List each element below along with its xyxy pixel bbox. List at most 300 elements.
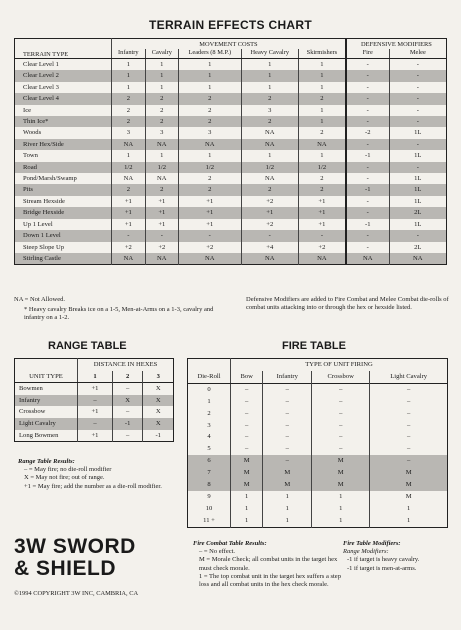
terrain-cell: 2 [178, 173, 241, 184]
terrain-cell: - [346, 93, 389, 104]
terrain-cell: NA [112, 139, 146, 150]
range-row [15, 383, 174, 395]
terrain-cell: - [389, 82, 446, 93]
terrain-cell: 1 [241, 150, 298, 161]
range-cell: – [78, 395, 113, 407]
terrain-cell: 1 [178, 150, 241, 161]
fire-cell: M [231, 467, 263, 479]
terrain-cell: - [346, 173, 389, 184]
fire-cell: – [312, 408, 370, 420]
range-cell: X [143, 395, 174, 407]
terrain-cell: 2 [145, 184, 178, 195]
die-roll-value: 9 [207, 492, 211, 500]
logo-line-1: 3W SWORD [14, 535, 136, 558]
fire-row [188, 383, 448, 395]
terrain-cell: +2 [112, 242, 146, 253]
terrain-cell: - [346, 196, 389, 207]
fire-cell: – [231, 443, 263, 455]
terrain-cell: 2L [389, 207, 446, 218]
terrain-cell: 2 [178, 184, 241, 195]
terrain-cell: - [389, 116, 446, 127]
terrain-cell: 2 [298, 93, 345, 104]
range-cell: X [143, 406, 174, 418]
terrain-cell: - [346, 139, 389, 150]
terrain-cell: - [298, 230, 345, 241]
fire-cell: – [370, 443, 448, 455]
terrain-cell: 2 [298, 184, 345, 195]
terrain-cell: 1L [389, 150, 446, 161]
range-cell: – [112, 383, 143, 395]
terrain-cell: 1L [389, 184, 446, 195]
fire-cell: M [231, 455, 263, 467]
terrain-cell: +1 [112, 219, 146, 230]
fire-modifier-line: -1 if target is heavy cavalry. [347, 556, 420, 564]
terrain-row [15, 219, 447, 230]
terrain-cell: NA [145, 173, 178, 184]
terrain-cell: - [389, 162, 446, 173]
terrain-cell: -2 [346, 127, 389, 138]
terrain-cell: 2 [145, 105, 178, 116]
terrain-cell: - [346, 162, 389, 173]
terrain-cell: 2 [112, 105, 146, 116]
note-defensive-modifiers [246, 296, 449, 312]
die-roll-value: 2 [207, 409, 211, 417]
range-unit-name: Crossbow [19, 408, 46, 416]
fire-cell: – [312, 431, 370, 443]
range-result-line: – = May fire; no die-roll modifier [24, 466, 112, 474]
terrain-cell: - [389, 105, 446, 116]
terrain-cell: 2 [298, 127, 345, 138]
terrain-cell: 2 [145, 93, 178, 104]
terrain-cell: 1/2 [241, 162, 298, 173]
terrain-cell: NA [112, 173, 146, 184]
terrain-cell: 1 [241, 70, 298, 81]
terrain-cell: -1 [346, 184, 389, 195]
terrain-cell: +4 [241, 242, 298, 253]
terrain-row [15, 173, 447, 184]
terrain-cell: +1 [298, 196, 345, 207]
fire-col-header: Crossbow [312, 371, 370, 383]
fire-cell: 1 [312, 503, 370, 515]
distance-col-header: 1 [78, 371, 113, 383]
terrain-cell: +2 [241, 196, 298, 207]
terrain-row [15, 70, 447, 81]
terrain-effects-table [14, 38, 447, 265]
fire-cell: 1 [312, 491, 370, 503]
terrain-cell: +1 [178, 219, 241, 230]
terrain-cell: 2 [178, 105, 241, 116]
terrain-cell: +1 [241, 207, 298, 218]
terrain-cell: NA [112, 253, 146, 265]
terrain-name: Clear Level 2 [15, 70, 112, 81]
die-roll-value: 0 [207, 385, 211, 393]
terrain-name: Clear Level 1 [23, 61, 59, 68]
die-roll-header: Die-Roll [188, 359, 231, 384]
terrain-col-header: Cavalry [145, 49, 178, 59]
terrain-cell: -1 [346, 150, 389, 161]
note-defensive-text: Defensive Modifiers are added to Fire Combat and Melee Combat die-rolls of combat units attacking into or through the hex or hexside listed. [246, 296, 449, 311]
fire-row [188, 467, 448, 479]
fire-result-line: 1 = The top combat unit in the target hex suffers a step loss and all combat units in the hex check morale. [199, 572, 341, 589]
die-roll-value: 5 [207, 445, 211, 453]
fire-row [188, 455, 448, 467]
fire-cell: – [312, 383, 370, 395]
terrain-cell: 1 [112, 70, 146, 81]
fire-row [188, 443, 448, 455]
terrain-cell: 2L [389, 242, 446, 253]
terrain-cell: 1 [241, 59, 298, 71]
fire-cell: – [263, 420, 312, 432]
terrain-cell: - [389, 70, 446, 81]
fire-cell: M [370, 467, 448, 479]
terrain-cell: +1 [145, 219, 178, 230]
terrain-name: Up 1 Level [23, 220, 53, 228]
defensive-modifiers-header: DEFENSIVE MODIFIERS [346, 39, 447, 49]
range-cell: -1 [112, 418, 143, 430]
terrain-name: Down 1 Level [15, 230, 112, 241]
terrain-cell: - [389, 139, 446, 150]
range-cell: – [112, 430, 143, 442]
terrain-row [15, 150, 447, 161]
terrain-name: Stream Hexside [23, 197, 65, 205]
terrain-cell: +1 [145, 207, 178, 218]
unit-type-header: UNIT TYPE [15, 359, 78, 383]
fire-cell: – [370, 396, 448, 408]
terrain-cell: 2 [298, 173, 345, 184]
terrain-name: Clear Level 3 [23, 83, 59, 91]
fire-cell: – [263, 443, 312, 455]
fire-row [188, 408, 448, 420]
terrain-cell: -1 [346, 219, 389, 230]
terrain-type-header: TERRAIN TYPE [15, 39, 112, 59]
terrain-cell: - [346, 207, 389, 218]
terrain-cell: 1 [178, 82, 241, 93]
distance-col-header: 2 [112, 371, 143, 383]
terrain-col-header: Skirmishers [298, 49, 345, 59]
fire-cell: – [231, 408, 263, 420]
fire-cell: – [263, 431, 312, 443]
copyright: ©1994 COPYRIGHT 3W INC, CAMBRIA, CA [14, 590, 139, 597]
fire-col-header: Infantry [263, 371, 312, 383]
terrain-name: Town [23, 152, 38, 160]
fire-cell: – [263, 408, 312, 420]
terrain-cell: 3 [178, 127, 241, 138]
terrain-cell: NA [298, 253, 345, 265]
terrain-cell: 1 [112, 150, 146, 161]
terrain-name: Thin Ice* [15, 116, 112, 127]
terrain-name: Pond/Marsh/Swamp [23, 175, 77, 183]
terrain-cell: - [389, 59, 446, 71]
terrain-row [15, 127, 447, 138]
terrain-cell: +1 [112, 196, 146, 207]
range-cell: +1 [78, 430, 113, 442]
terrain-cell: 1 [241, 82, 298, 93]
fire-col-header: Light Cavalry [370, 371, 448, 383]
terrain-cell: NA [241, 139, 298, 150]
fire-cell: M [312, 467, 370, 479]
terrain-cell: 1/2 [112, 162, 146, 173]
range-cell: X [143, 418, 174, 430]
range-results-title: Range Table Results: [18, 458, 75, 465]
terrain-cell: 1 [112, 59, 146, 71]
terrain-cell: 2 [178, 116, 241, 127]
fire-row [188, 515, 448, 527]
fire-cell: M [370, 479, 448, 491]
terrain-cell: 2 [241, 116, 298, 127]
terrain-cell: +1 [145, 196, 178, 207]
die-roll-value: 6 [188, 455, 231, 467]
terrain-cell: 1 [298, 82, 345, 93]
range-cell: – [112, 406, 143, 418]
fire-cell: M [312, 455, 370, 467]
fire-cell: 1 [231, 491, 263, 503]
fire-cell: – [231, 383, 263, 395]
terrain-cell: 3 [112, 127, 146, 138]
range-table-title: RANGE TABLE [48, 340, 127, 352]
note-thin-ice: * Heavy cavalry Breaks ice on a 1-5, Men-at-Arms on a 1-3, cavalry and infantry on a 1-2. [24, 306, 214, 321]
terrain-cell: - [389, 230, 446, 241]
terrain-col-header: Fire [346, 49, 389, 59]
fire-cell: – [263, 383, 312, 395]
fire-cell: – [370, 408, 448, 420]
terrain-cell: 1/2 [145, 162, 178, 173]
fire-results [193, 540, 343, 589]
fire-row [188, 420, 448, 432]
fire-cell: – [370, 383, 448, 395]
range-unit-name: Long Bowmen [19, 431, 59, 439]
range-row [15, 418, 174, 430]
fire-modifier-line: -1 if target is men-at-arms. [347, 564, 417, 572]
fire-result-line: M = Morale Check; all combat units in the target hex must check morale. [199, 556, 338, 572]
terrain-name: Bridge Hexside [15, 207, 112, 218]
terrain-row [15, 196, 447, 207]
terrain-cell: +2 [145, 242, 178, 253]
fire-cell: – [312, 420, 370, 432]
terrain-col-header: Heavy Cavalry [241, 49, 298, 59]
terrain-cell: 2 [145, 116, 178, 127]
terrain-col-header: Infantry [112, 49, 146, 59]
terrain-cell: 2 [178, 93, 241, 104]
terrain-cell: 2 [112, 116, 146, 127]
terrain-cell: 1 [145, 70, 178, 81]
fire-cell: – [263, 396, 312, 408]
terrain-row [15, 116, 447, 127]
terrain-cell: 1 [178, 59, 241, 71]
terrain-cell: +1 [112, 207, 146, 218]
distance-col-header: 3 [143, 371, 174, 383]
terrain-row [15, 207, 447, 218]
terrain-row [15, 93, 447, 104]
terrain-cell: 1 [298, 116, 345, 127]
terrain-cell: 1L [389, 219, 446, 230]
terrain-row [15, 184, 447, 195]
range-cell: – [78, 418, 113, 430]
range-cell: X [112, 395, 143, 407]
fire-cell: – [231, 420, 263, 432]
terrain-row [15, 230, 447, 241]
terrain-cell: NA [241, 173, 298, 184]
range-cell: +1 [78, 406, 113, 418]
terrain-row [15, 105, 447, 116]
range-cell: X [143, 383, 174, 395]
terrain-cell: - [346, 230, 389, 241]
terrain-cell: - [112, 230, 146, 241]
terrain-cell: NA [178, 253, 241, 265]
terrain-cell: 1/2 [178, 162, 241, 173]
terrain-col-header: Leaders (8 M.P.) [178, 49, 241, 59]
terrain-cell: 1 [298, 59, 345, 71]
range-unit-name: Infantry [15, 395, 78, 407]
terrain-cell: +1 [298, 207, 345, 218]
note-not-allowed: NA = Not Allowed. [14, 296, 65, 303]
range-unit-name: Light Cavalry [15, 418, 78, 430]
fire-cell: – [231, 396, 263, 408]
terrain-cell: 1L [389, 127, 446, 138]
terrain-cell: +1 [178, 207, 241, 218]
fire-cell: – [370, 455, 448, 467]
fire-table [187, 358, 448, 528]
distance-header: DISTANCE IN HEXES [78, 359, 174, 371]
terrain-cell: NA [298, 139, 345, 150]
range-modifiers-label: Range Modifiers: [343, 548, 389, 556]
fire-modifiers [343, 540, 449, 573]
fire-cell: 1 [231, 515, 263, 527]
terrain-cell: 1 [298, 70, 345, 81]
terrain-row [15, 242, 447, 253]
fire-row [188, 396, 448, 408]
terrain-cell: - [241, 230, 298, 241]
terrain-chart-title: TERRAIN EFFECTS CHART [149, 18, 312, 32]
sword-and-shield-logo [14, 536, 136, 580]
fire-cell: M [263, 467, 312, 479]
fire-cell: 1 [263, 515, 312, 527]
fire-cell: 1 [263, 491, 312, 503]
range-result-line: +1 = May fire; add the number as a die-roll modifier. [24, 482, 162, 490]
fire-cell: 1 [231, 503, 263, 515]
die-roll-value: 1 [207, 397, 211, 405]
terrain-cell: +1 [298, 219, 345, 230]
terrain-col-header: Melee [389, 49, 446, 59]
die-roll-value: 10 [205, 504, 213, 512]
range-row [15, 406, 174, 418]
terrain-cell: +2 [178, 242, 241, 253]
range-results [18, 458, 176, 491]
terrain-cell: 1L [389, 173, 446, 184]
die-roll-value: 3 [207, 421, 211, 429]
terrain-cell: - [389, 93, 446, 104]
fire-cell: M [231, 479, 263, 491]
terrain-cell: 1 [145, 150, 178, 161]
terrain-cell: 1/2 [298, 162, 345, 173]
fire-modifiers-title: Fire Table Modifiers: [343, 540, 401, 547]
die-roll-value: 7 [188, 467, 231, 479]
terrain-cell: - [346, 59, 389, 71]
range-unit-name: Bowmen [19, 385, 43, 393]
die-roll-value: 11 + [203, 516, 215, 524]
terrain-cell: +1 [178, 196, 241, 207]
fire-cell: M [312, 479, 370, 491]
fire-cell: – [370, 431, 448, 443]
fire-row [188, 431, 448, 443]
range-cell: -1 [143, 430, 174, 442]
terrain-cell: 1 [145, 82, 178, 93]
terrain-row [15, 139, 447, 150]
terrain-cell: 3 [241, 105, 298, 116]
fire-col-header: Bow [231, 371, 263, 383]
range-cell: +1 [78, 383, 113, 395]
terrain-cell: 2 [112, 184, 146, 195]
terrain-name: Clear Level 4 [15, 93, 112, 104]
terrain-name: River Hex/Side [15, 139, 112, 150]
fire-cell: 1 [263, 503, 312, 515]
fire-row [188, 491, 448, 503]
terrain-cell: NA [389, 253, 446, 265]
unit-firing-header: TYPE OF UNIT FIRING [231, 359, 448, 371]
terrain-name: Ice [23, 106, 32, 114]
die-roll-value: 4 [207, 433, 211, 441]
terrain-cell: - [346, 242, 389, 253]
terrain-cell: NA [241, 127, 298, 138]
fire-row [188, 503, 448, 515]
terrain-cell: - [346, 82, 389, 93]
fire-cell: – [312, 443, 370, 455]
range-table [14, 358, 174, 442]
movement-costs-header: MOVEMENT COSTS [112, 39, 346, 49]
range-result-line: X = May not fire; out of range. [24, 474, 105, 482]
fire-table-title: FIRE TABLE [282, 340, 346, 352]
terrain-cell: 1 [145, 59, 178, 71]
terrain-cell: 1 [178, 70, 241, 81]
terrain-cell: 2 [241, 184, 298, 195]
terrain-cell: 3 [145, 127, 178, 138]
terrain-cell: 2 [112, 93, 146, 104]
range-row [15, 430, 174, 442]
terrain-cell: +2 [241, 219, 298, 230]
terrain-cell: - [346, 70, 389, 81]
fire-cell: – [231, 431, 263, 443]
terrain-cell: 2 [241, 93, 298, 104]
terrain-cell: NA [346, 253, 389, 265]
terrain-cell: - [178, 230, 241, 241]
terrain-name: Steep Slope Up [23, 243, 65, 251]
terrain-cell: - [346, 116, 389, 127]
terrain-row [15, 253, 447, 265]
terrain-cell: NA [241, 253, 298, 265]
terrain-cell: - [145, 230, 178, 241]
fire-cell: – [263, 455, 312, 467]
terrain-cell: +2 [298, 242, 345, 253]
terrain-row [15, 82, 447, 93]
fire-results-title: Fire Combat Table Results: [193, 540, 267, 547]
logo-line-2: & SHIELD [14, 557, 117, 580]
fire-row [188, 479, 448, 491]
terrain-cell: 1 [112, 82, 146, 93]
fire-cell: 1 [312, 515, 370, 527]
fire-cell: 1 [370, 515, 448, 527]
terrain-name: Pits [15, 184, 112, 195]
terrain-cell: NA [178, 139, 241, 150]
terrain-name: Woods [23, 129, 42, 137]
terrain-cell: - [346, 105, 389, 116]
fire-cell: – [312, 396, 370, 408]
terrain-cell: 1 [298, 150, 345, 161]
terrain-row [15, 59, 447, 71]
fire-cell: – [370, 420, 448, 432]
terrain-name: Road [15, 162, 112, 173]
fire-cell: 1 [370, 503, 448, 515]
terrain-cell: NA [145, 139, 178, 150]
fire-cell: M [263, 479, 312, 491]
